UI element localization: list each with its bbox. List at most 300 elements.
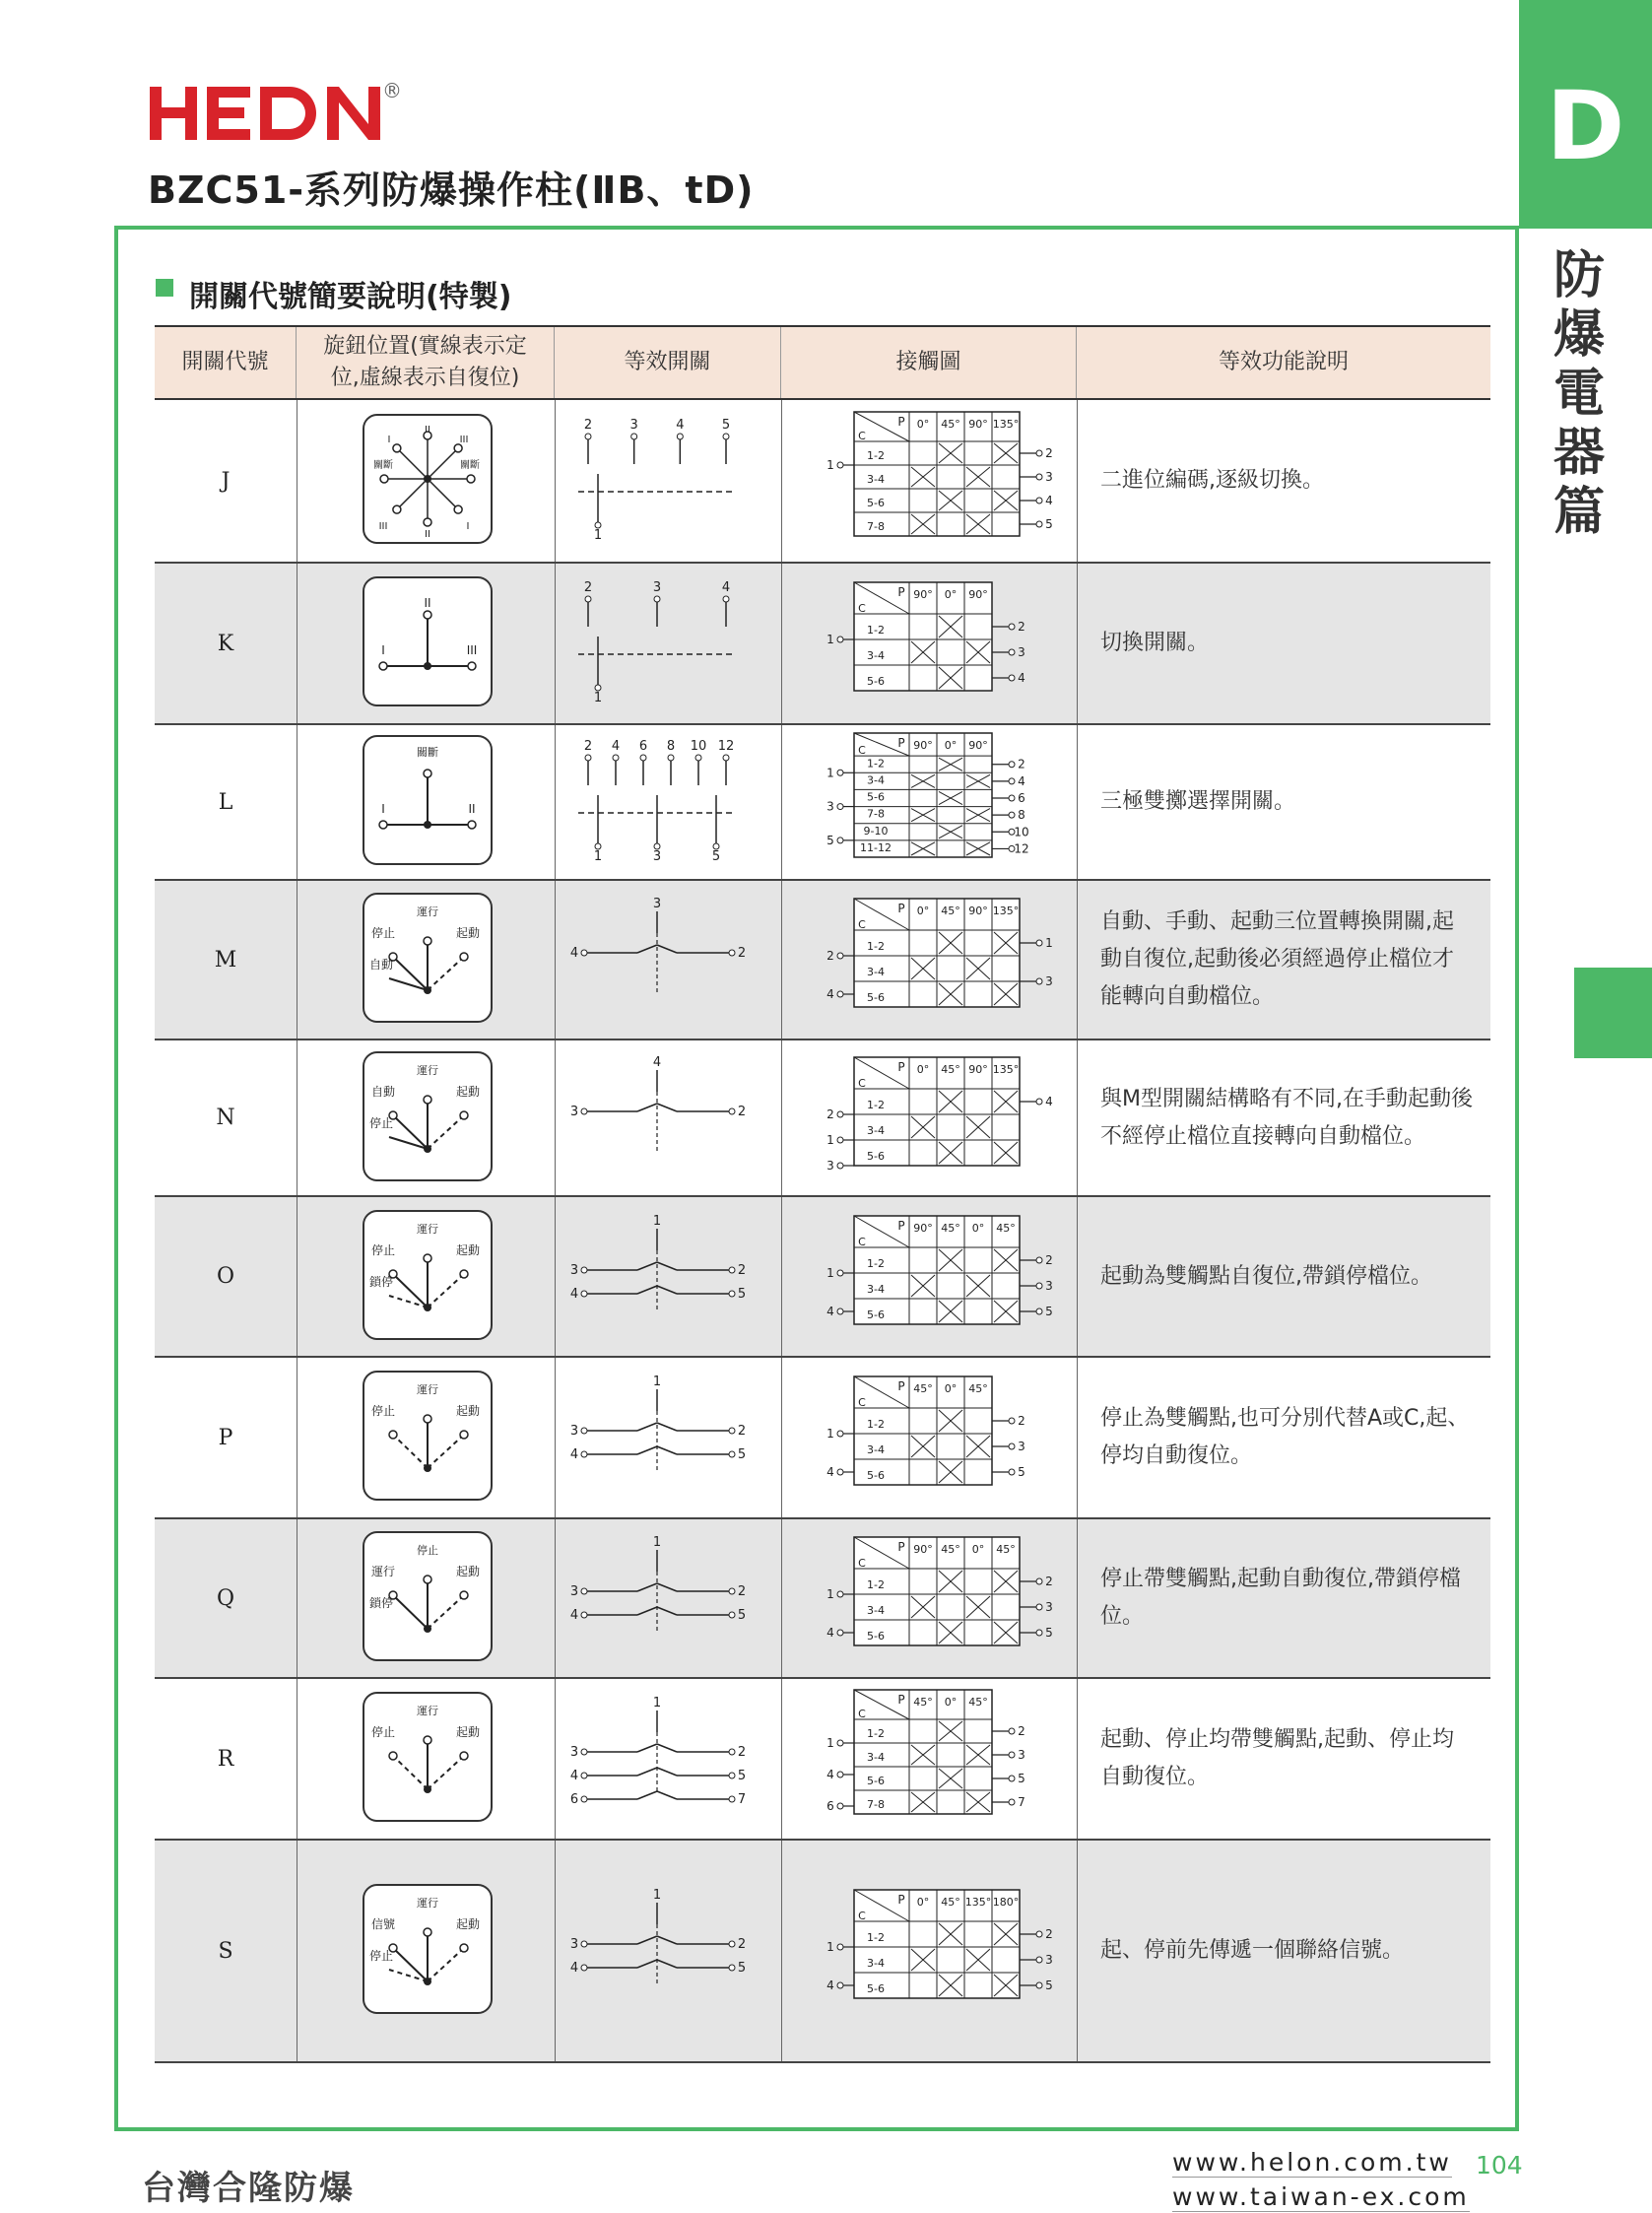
- table-row: [155, 564, 1490, 725]
- function-description: [1100, 1519, 1475, 1677]
- terminal-label: 4: [652, 1054, 662, 1070]
- column-divider: [555, 725, 556, 879]
- diagram-cell: [795, 897, 1061, 1023]
- diagram-contact-label: 7-8: [867, 520, 885, 533]
- terminal-label: 12: [717, 739, 735, 754]
- column-divider: [555, 564, 556, 723]
- diagram-output-label: 7: [1018, 1795, 1025, 1809]
- diagram-axis-label: C: [858, 430, 866, 442]
- diagram-output-label: 5: [1045, 517, 1053, 531]
- diagram-contact-label: 5-6: [867, 790, 885, 804]
- diagram-output-label: 2: [1045, 1927, 1053, 1941]
- knob-label: II: [425, 529, 430, 540]
- diagram-input-label: 1: [826, 633, 834, 646]
- diagram-output-label: 5: [1018, 1465, 1025, 1479]
- function-description: [1100, 1679, 1475, 1839]
- diagram-contact-label: 5-6: [867, 1775, 885, 1787]
- terminal-label: 3: [652, 897, 662, 911]
- diagram-output-label: 10: [1014, 825, 1029, 839]
- diagram-contact-label: 1-2: [867, 624, 885, 637]
- diagram-contact-label: 5-6: [867, 497, 885, 509]
- knob-position-diagram: [362, 575, 494, 707]
- switch-cell: [559, 577, 756, 709]
- switch-cell: [559, 415, 756, 547]
- terminal-label: 4: [676, 418, 685, 433]
- diagram-contact-label: 5-6: [867, 675, 885, 688]
- column-divider: [555, 1040, 556, 1195]
- switch-code: N: [216, 1106, 235, 1130]
- switch-cell: [559, 736, 756, 868]
- diagram-output-label: 4: [1018, 773, 1025, 788]
- diagram-cell: [795, 1535, 1061, 1661]
- diagram-position-label: 45°: [968, 1696, 988, 1709]
- diagram-cell: [795, 580, 1061, 706]
- diagram-contact-label: 5-6: [867, 1630, 885, 1643]
- knob-label: 起動: [455, 1725, 481, 1739]
- page-number: 104: [1476, 2151, 1523, 2179]
- diagram-output-label: 6: [1018, 791, 1025, 805]
- knob-cell: [362, 1530, 494, 1666]
- column-divider: [1077, 1358, 1078, 1517]
- contact-diagram: [795, 410, 1061, 548]
- table-row: [155, 725, 1490, 881]
- diagram-contact-label: 1-2: [867, 1418, 885, 1431]
- diagram-position-label: 0°: [916, 1062, 930, 1076]
- diagram-input-label: 1: [826, 1940, 834, 1954]
- terminal-label: 2: [583, 580, 593, 595]
- footer-company: 台灣合隆防爆: [142, 2169, 355, 2208]
- column-divider: [1077, 1679, 1078, 1839]
- diagram-position-label: 45°: [996, 1543, 1016, 1556]
- diagram-cell: [795, 731, 1061, 873]
- diagram-output-label: 3: [1045, 1600, 1053, 1614]
- knob-position-diagram: [362, 413, 494, 545]
- diagram-axis-label: P: [897, 1218, 905, 1233]
- diagram-contact-label: 7-8: [867, 1798, 885, 1811]
- page-title: BZC51-系列防爆操作柱(ⅡB、tD): [148, 168, 755, 212]
- terminal-label: 5: [737, 1286, 747, 1302]
- section-title: 開關代號簡要說明(特製): [189, 280, 512, 314]
- diagram-position-label: 90°: [968, 905, 988, 917]
- diagram-output-label: 5: [1045, 1626, 1053, 1640]
- column-divider: [1077, 1197, 1078, 1356]
- terminal-label: 2: [737, 1262, 747, 1278]
- contact-diagram: [795, 1535, 1061, 1657]
- column-divider: [781, 1519, 782, 1677]
- knob-label: 停止: [370, 926, 396, 940]
- contact-diagram: [795, 731, 1061, 869]
- diagram-input-label: 1: [826, 1132, 834, 1147]
- diagram-output-label: 3: [1045, 470, 1053, 484]
- equivalent-switch-diagram: [559, 1211, 756, 1339]
- column-divider: [555, 1679, 556, 1839]
- diagram-position-label: 0°: [916, 418, 930, 431]
- knob-label: 自動: [370, 1084, 396, 1099]
- diagram-position-label: 135°: [964, 1896, 992, 1909]
- diagram-output-label: 3: [1018, 1748, 1025, 1762]
- terminal-label: 1: [652, 1696, 662, 1710]
- diagram-cell: [795, 1055, 1061, 1181]
- equivalent-switch-diagram: [559, 1693, 756, 1821]
- knob-position-diagram: [362, 1691, 494, 1823]
- switch-cell: [559, 1211, 756, 1343]
- diagram-position-label: 45°: [968, 1382, 988, 1395]
- diagram-input-label: 4: [826, 987, 834, 1001]
- knob-cell: [362, 892, 494, 1028]
- function-description: [1100, 881, 1475, 1039]
- diagram-input-label: 4: [826, 1978, 834, 1992]
- terminal-label: 4: [569, 1286, 579, 1302]
- diagram-axis-label: P: [897, 1693, 905, 1707]
- knob-label: 停止: [370, 1404, 396, 1418]
- switch-cell: [559, 1693, 756, 1825]
- diagram-position-label: 45°: [941, 905, 960, 917]
- knob-label: 起動: [455, 1565, 481, 1578]
- terminal-label: 1: [652, 1888, 662, 1903]
- knob-position-diagram: [362, 1370, 494, 1502]
- knob-label: 運行: [370, 1565, 396, 1578]
- footer-website-link[interactable]: www.helon.com.tw: [1172, 2148, 1452, 2177]
- terminal-label: 5: [737, 1769, 747, 1783]
- table-row: [155, 1679, 1490, 1841]
- diagram-contact-label: 1-2: [867, 1931, 885, 1944]
- diagram-output-label: 3: [1045, 1953, 1053, 1967]
- switch-cell: [559, 1372, 756, 1504]
- description-text: 三極雙擲選擇開關。: [1100, 789, 1296, 814]
- knob-position-diagram: [362, 1050, 494, 1182]
- diagram-contact-label: 3-4: [867, 1751, 885, 1764]
- header-switch: 等效開關: [555, 327, 781, 398]
- terminal-label: 4: [721, 580, 731, 595]
- switch-code: S: [218, 1938, 233, 1964]
- knob-label: 運行: [417, 905, 438, 918]
- knob-label: I: [387, 435, 391, 445]
- diagram-contact-label: 3-4: [867, 966, 885, 978]
- function-description: [1100, 564, 1475, 723]
- terminal-label: 4: [569, 1447, 579, 1462]
- knob-label: 起動: [455, 1084, 481, 1099]
- diagram-output-label: 2: [1045, 1575, 1053, 1588]
- diagram-position-label: 45°: [941, 418, 960, 431]
- column-divider: [1077, 1519, 1078, 1677]
- diagram-position-label: 45°: [941, 1543, 960, 1556]
- column-divider: [1077, 400, 1078, 562]
- side-char: 電: [1553, 365, 1605, 424]
- diagram-output-label: 2: [1045, 446, 1053, 460]
- switch-code: K: [217, 631, 234, 656]
- diagram-input-label: 4: [826, 1465, 834, 1479]
- diagram-position-label: 0°: [944, 739, 958, 752]
- diagram-contact-label: 3-4: [867, 649, 885, 662]
- diagram-axis-label: C: [858, 918, 866, 931]
- diagram-axis-label: P: [897, 1379, 905, 1393]
- diagram-contact-label: 3-4: [867, 1443, 885, 1456]
- terminal-label: 1: [593, 849, 603, 864]
- terminal-label: 3: [569, 1584, 579, 1599]
- diagram-output-label: 2: [1045, 1252, 1053, 1267]
- equivalent-switch-diagram: [559, 894, 756, 1022]
- terminal-label: 4: [611, 739, 621, 754]
- diagram-cell: [795, 1214, 1061, 1340]
- registered-mark: ®: [382, 79, 402, 102]
- section-tab-letter: D: [1546, 71, 1625, 181]
- header-diagram: 接觸圖: [781, 327, 1077, 398]
- terminal-label: 5: [737, 1447, 747, 1462]
- diagram-position-label: 135°: [992, 418, 1020, 431]
- knob-label: I: [381, 643, 385, 657]
- diagram-axis-label: C: [858, 602, 866, 615]
- diagram-output-label: 8: [1018, 808, 1025, 823]
- column-divider: [781, 1679, 782, 1839]
- diagram-axis-label: P: [897, 1540, 905, 1554]
- knob-label: II: [468, 802, 476, 816]
- diagram-input-label: 1: [826, 1587, 834, 1601]
- table-row: [155, 1358, 1490, 1519]
- equivalent-switch-diagram: [559, 1532, 756, 1660]
- function-description: [1100, 400, 1475, 562]
- column-divider: [781, 881, 782, 1039]
- knob-label: II: [425, 425, 430, 436]
- terminal-label: 10: [690, 739, 707, 754]
- function-description: [1100, 725, 1475, 879]
- diagram-contact-label: 5-6: [867, 1149, 885, 1163]
- equivalent-switch-diagram: [559, 577, 756, 705]
- contact-diagram: [795, 1888, 1061, 2010]
- knob-label: 運行: [417, 1705, 438, 1717]
- section-bullet-icon: [156, 279, 173, 297]
- knob-label: 運行: [417, 1222, 438, 1236]
- knob-label: 停止: [368, 1115, 394, 1130]
- footer-website-link[interactable]: www.taiwan-ex.com: [1172, 2182, 1470, 2211]
- diagram-axis-label: C: [858, 1235, 866, 1248]
- switch-code: M: [214, 947, 237, 972]
- diagram-output-label: 2: [1018, 1414, 1025, 1428]
- diagram-axis-label: P: [897, 1893, 905, 1907]
- diagram-input-label: 2: [826, 1106, 834, 1121]
- diagram-position-label: 90°: [968, 739, 988, 752]
- knob-label: 信號: [370, 1917, 396, 1931]
- diagram-position-label: 135°: [992, 1062, 1020, 1076]
- equivalent-switch-diagram: [559, 736, 756, 864]
- column-divider: [555, 1519, 556, 1677]
- knob-label: 起動: [455, 1242, 481, 1257]
- diagram-input-label: 6: [826, 1799, 834, 1813]
- description-text: 起動為雙觸點自復位,帶鎖停檔位。: [1100, 1263, 1432, 1289]
- diagram-axis-label: C: [858, 1557, 866, 1570]
- terminal-label: 2: [583, 739, 593, 754]
- diagram-position-label: 0°: [971, 1543, 985, 1556]
- diagram-output-label: 5: [1045, 1978, 1053, 1992]
- switch-code: Q: [216, 1585, 235, 1611]
- contact-diagram: [795, 897, 1061, 1019]
- terminal-label: 1: [652, 1535, 662, 1550]
- switch-cell: [559, 894, 756, 1026]
- description-text: 起動、停止均帶雙觸點,起動、停止均自動復位。: [1100, 1727, 1454, 1789]
- diagram-output-label: 5: [1018, 1772, 1025, 1785]
- knob-label: III: [459, 435, 469, 445]
- terminal-label: 3: [652, 849, 662, 864]
- terminal-label: 2: [583, 418, 593, 433]
- diagram-output-label: 4: [1045, 494, 1053, 507]
- diagram-axis-label: P: [897, 1059, 905, 1074]
- knob-label: II: [424, 596, 431, 610]
- terminal-label: 3: [652, 580, 662, 595]
- function-description: [1100, 1841, 1475, 2061]
- diagram-contact-label: 1-2: [867, 1578, 885, 1591]
- switch-cell: [559, 1052, 756, 1184]
- diagram-contact-label: 9-10: [863, 824, 889, 838]
- switch-cell: [559, 1532, 756, 1664]
- column-divider: [1077, 725, 1078, 879]
- column-divider: [1077, 881, 1078, 1039]
- description-text: 二進位編碼,逐級切換。: [1100, 468, 1324, 493]
- function-description: [1100, 1040, 1475, 1195]
- terminal-label: 8: [666, 739, 676, 754]
- diagram-contact-label: 5-6: [867, 1308, 885, 1321]
- diagram-position-label: 0°: [944, 588, 958, 601]
- diagram-position-label: 0°: [944, 1696, 958, 1709]
- equivalent-switch-diagram: [559, 1372, 756, 1500]
- terminal-label: 1: [593, 691, 603, 705]
- diagram-output-label: 4: [1018, 671, 1025, 685]
- knob-label: 起動: [455, 1404, 481, 1418]
- diagram-contact-label: 1-2: [867, 449, 885, 462]
- knob-label: 停止: [370, 1725, 396, 1739]
- column-divider: [555, 1358, 556, 1517]
- terminal-label: 2: [737, 1424, 747, 1439]
- diagram-position-label: 0°: [916, 1896, 930, 1909]
- diagram-input-label: 3: [826, 799, 834, 814]
- table-row: [155, 1841, 1490, 2063]
- terminal-label: 6: [569, 1792, 579, 1807]
- knob-cell: [362, 1691, 494, 1827]
- table-row: [155, 881, 1490, 1040]
- knob-label: I: [381, 802, 385, 816]
- terminal-label: 6: [638, 739, 648, 754]
- contact-diagram: [795, 1055, 1061, 1177]
- terminal-label: 2: [737, 1937, 747, 1952]
- terminal-label: 2: [737, 1745, 747, 1760]
- terminal-label: 3: [629, 418, 638, 433]
- diagram-contact-label: 5-6: [867, 1469, 885, 1482]
- diagram-position-label: 180°: [992, 1896, 1020, 1909]
- diagram-input-label: 5: [826, 833, 834, 847]
- terminal-label: 5: [737, 1608, 747, 1623]
- diagram-input-label: 1: [826, 1736, 834, 1750]
- column-divider: [555, 881, 556, 1039]
- diagram-output-label: 3: [1018, 1440, 1025, 1453]
- diagram-axis-label: C: [858, 1910, 866, 1922]
- terminal-label: 5: [711, 849, 721, 864]
- knob-cell: [362, 413, 494, 549]
- switch-cell: [559, 1885, 756, 2017]
- diagram-contact-label: 3-4: [867, 773, 885, 787]
- table-header: [155, 325, 1490, 400]
- contact-diagram: [795, 580, 1061, 703]
- diagram-contact-label: 1-2: [867, 1098, 885, 1111]
- knob-label: 鎖停: [368, 1596, 394, 1610]
- knob-label: III: [378, 521, 388, 532]
- description-text: 與M型開關結構略有不同,在手動起動後不經停止檔位直接轉向自動檔位。: [1100, 1086, 1473, 1149]
- column-divider: [781, 725, 782, 879]
- diagram-cell: [795, 1888, 1061, 2014]
- diagram-position-label: 45°: [913, 1696, 933, 1709]
- diagram-output-label: 4: [1045, 1094, 1053, 1108]
- diagram-position-label: 45°: [941, 1062, 960, 1076]
- diagram-output-label: 2: [1018, 757, 1025, 771]
- diagram-axis-label: C: [858, 1076, 866, 1090]
- table-row: [155, 400, 1490, 564]
- contact-diagram: [795, 1688, 1061, 1826]
- terminal-label: 3: [569, 1424, 579, 1439]
- terminal-label: 4: [569, 1608, 579, 1623]
- diagram-contact-label: 7-8: [867, 807, 885, 821]
- terminal-label: 1: [593, 528, 603, 543]
- diagram-contact-label: 1-2: [867, 1256, 885, 1270]
- diagram-position-label: 90°: [913, 588, 933, 601]
- switch-code: L: [218, 789, 233, 815]
- diagram-position-label: 90°: [913, 1543, 933, 1556]
- diagram-axis-label: C: [858, 1708, 866, 1720]
- diagram-position-label: 0°: [916, 905, 930, 917]
- diagram-contact-label: 3-4: [867, 1957, 885, 1970]
- diagram-axis-label: P: [897, 415, 905, 429]
- diagram-position-label: 90°: [913, 739, 933, 752]
- column-divider: [781, 1197, 782, 1356]
- diagram-axis-label: P: [897, 585, 905, 599]
- column-divider: [781, 1040, 782, 1195]
- terminal-label: 5: [721, 418, 731, 433]
- knob-position-diagram: [362, 734, 494, 866]
- diagram-input-label: 4: [826, 1626, 834, 1640]
- column-divider: [781, 400, 782, 562]
- knob-label: 關斷: [460, 460, 480, 471]
- column-divider: [1077, 564, 1078, 723]
- header-description: 等效功能說明: [1218, 350, 1349, 374]
- diagram-position-label: 90°: [913, 1221, 933, 1235]
- knob-label: III: [466, 643, 478, 657]
- terminal-label: 4: [569, 946, 579, 961]
- function-description: [1100, 1197, 1475, 1356]
- terminal-label: 3: [569, 1262, 579, 1278]
- column-divider: [555, 1841, 556, 2061]
- diagram-position-label: 90°: [968, 1062, 988, 1076]
- side-char: 防: [1553, 246, 1605, 305]
- diagram-position-label: 90°: [968, 418, 988, 431]
- diagram-axis-label: C: [858, 1396, 866, 1409]
- diagram-position-label: 45°: [941, 1896, 960, 1909]
- terminal-label: 2: [737, 1584, 747, 1599]
- column-divider: [781, 1841, 782, 2061]
- diagram-contact-label: 5-6: [867, 991, 885, 1004]
- terminal-label: 4: [569, 1961, 579, 1976]
- diagram-input-label: 1: [826, 1265, 834, 1280]
- diagram-contact-label: 3-4: [867, 1123, 885, 1137]
- knob-cell: [362, 575, 494, 711]
- description-text: 停止帶雙觸點,起動自動復位,帶鎖停檔位。: [1100, 1567, 1461, 1629]
- diagram-axis-label: C: [858, 744, 866, 758]
- column-divider: [1077, 1841, 1078, 2061]
- knob-cell: [362, 1050, 494, 1186]
- diagram-position-label: 45°: [941, 1221, 960, 1235]
- terminal-label: 2: [737, 1104, 747, 1119]
- diagram-contact-label: 1-2: [867, 940, 885, 953]
- knob-position-diagram: [362, 1530, 494, 1662]
- diagram-contact-label: 5-6: [867, 1982, 885, 1995]
- diagram-axis-label: P: [897, 902, 905, 915]
- diagram-contact-label: 11-12: [860, 841, 892, 854]
- switch-code: J: [221, 468, 231, 494]
